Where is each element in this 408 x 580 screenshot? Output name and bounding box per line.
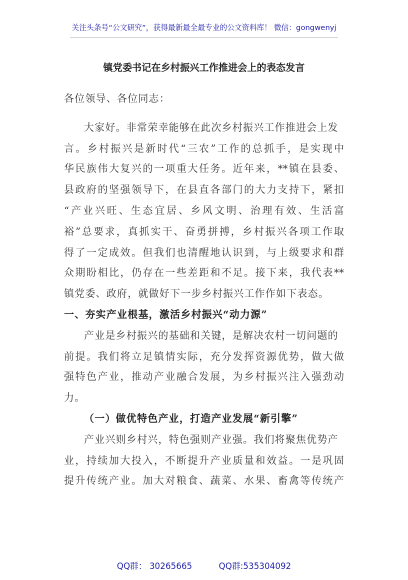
paragraph-gap — [64, 111, 344, 119]
body-line: 众期盼相比，仍存在一些差距和不足。接下来，我代表** — [64, 268, 344, 280]
body-line: 前提。我们将立足镇情实际，充分发挥资源优势，做大做 — [64, 351, 344, 363]
body-line: 强特色产业，推动产业融合发展，为乡村振兴注入强劲动 — [64, 372, 344, 384]
body-line: 华民族伟大复兴的一项重大任务。近年来，**镇在县委、 — [64, 164, 344, 176]
subsection-heading: （一）做优特色产业，打造产业发展“新引擎” — [84, 413, 299, 425]
paragraph-first-line: 产业是乡村振兴的基础和关键，是解决农村一切问题的 — [84, 330, 339, 342]
body-line: 提升传统产业。加大对粮食、蔬菜、水果、畜禽等传统产 — [64, 476, 344, 488]
body-line: 裕”总要求，真抓实干、奋勇拼搏，乡村振兴各项工作取 — [64, 226, 344, 238]
footer-contacts — [0, 560, 408, 572]
paragraph-first-line: 大家好。非常荣幸能够在此次乡村振兴工作推进会上发 — [84, 122, 339, 134]
footer-qq-group-1: QQ群： 30265665 — [116, 561, 193, 571]
body-line: 力。 — [64, 393, 86, 405]
header-divider — [70, 37, 338, 38]
paragraph-first-line: 产业兴则乡村兴，特色强则产业强。我们将聚焦优势产 — [84, 434, 339, 446]
footer-qq-group-2: QQ群:535304092 — [218, 561, 292, 571]
section-heading: 一、夯实产业根基，激活乡村振兴“动力源” — [64, 309, 268, 321]
body-line: 业，持续加大投入，不断提升产业质量和效益。一是巩固 — [64, 455, 344, 467]
body-line: 得了一定成效。但我们也清醒地认识到，与上级要求和群 — [64, 247, 344, 259]
body-line: 言。乡村振兴是新时代“三农”工作的总抓手，是实现中 — [64, 143, 344, 155]
body-line: 镇党委、政府，就做好下一步乡村振兴工作作如下表态。 — [64, 289, 329, 301]
header-note: 关注头条号“公文研究”，获得最新最全最专业的公文资料库！ 微信：gongwenyj — [71, 23, 337, 32]
body-line: 各位领导、各位同志： — [64, 94, 170, 105]
body-line: “产业兴旺、生态宜居、乡风文明、治理有效、生活富 — [64, 205, 344, 217]
document-title: 镇党委书记在乡村振兴工作推进会上的表态发言 — [103, 63, 305, 74]
document-body — [64, 90, 344, 493]
body-line: 县政府的坚强领导下，在县直各部门的大力支持下，紧扣 — [64, 185, 344, 197]
